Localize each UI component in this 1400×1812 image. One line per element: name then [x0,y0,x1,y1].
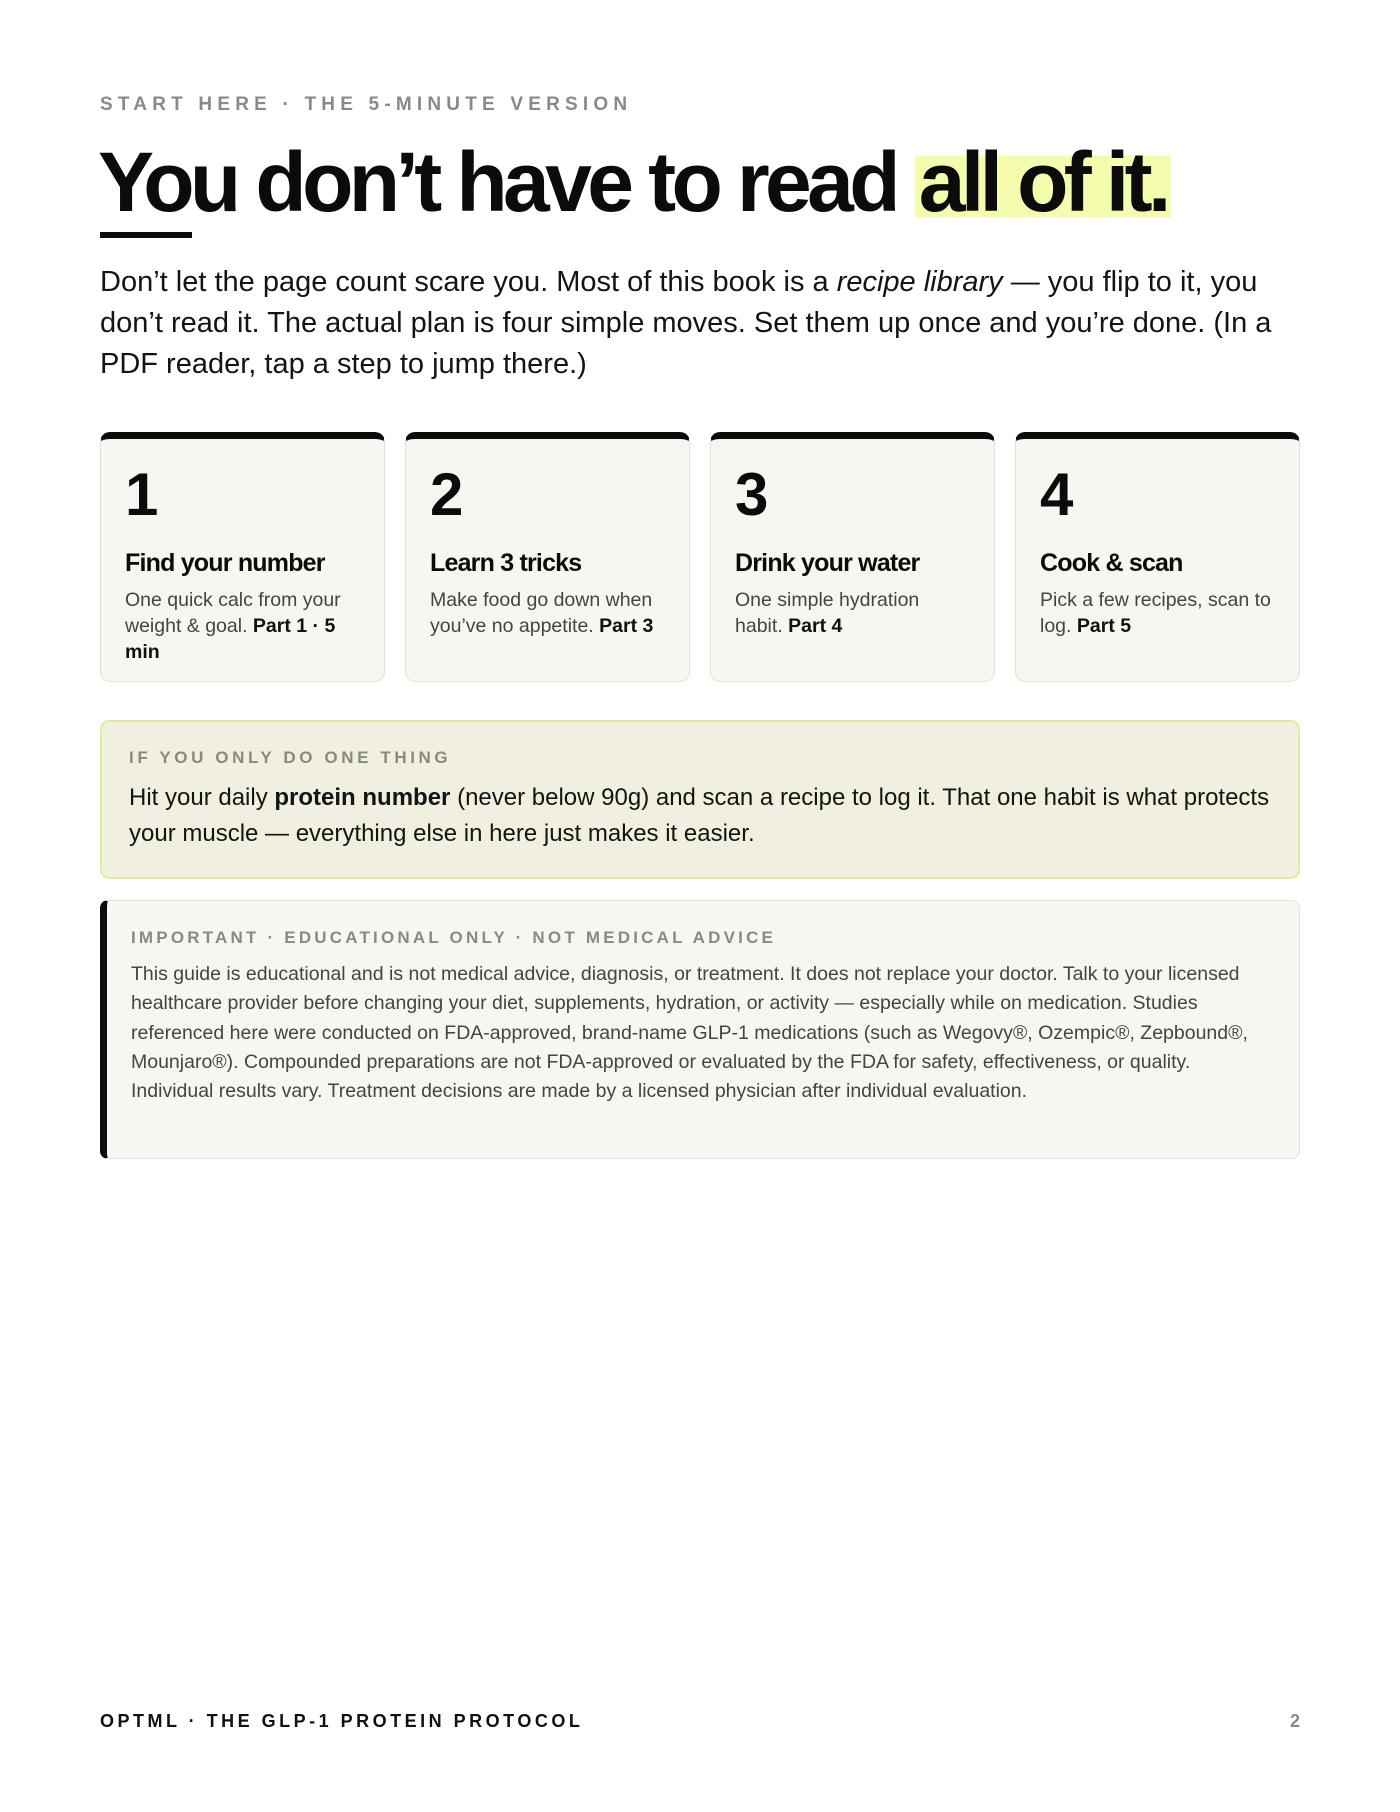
step-title: Learn 3 tricks [430,549,582,577]
step-desc-text: Pick a few recipes, scan to log. [1040,589,1271,637]
one-thing-callout [100,720,1300,879]
intro-paragraph [100,262,1320,385]
callout-bold: protein number [274,784,451,811]
step-title: Drink your water [735,549,920,577]
step-number: 2 [430,461,463,528]
step-number: 4 [1040,461,1073,528]
intro-text-after: — you flip to it, you don’t read it. The actual plan is four simple moves. Set them up once and you’re done. (In a PDF reader, tap a step to jump there.) [100,266,1272,380]
title-highlight: all of it. [915,135,1171,229]
step-part-link[interactable]: Part 4 [788,615,843,637]
title-lead: You don’t have to read [98,135,915,229]
footer-title: OPTML · THE GLP-1 PROTEIN PROTOCOL [100,1711,584,1731]
step-part-link[interactable]: Part 3 [599,615,654,637]
notice-text: This guide is educational and is not medical advice, diagnosis, or treatment. It does not replace your doctor. Talk to your licensed healthcare provider before changing your diet, supplements, hydration, or activity — especially while on medication. Studies referenced here were conducted on FDA-approved, brand-name GLP-1 medications (such as Wegovy®, Ozempic®, Zepbound®, Mounjaro®). Compounded preparations are not FDA-approved or evaluated by the FDA for safety, effectiveness, or quality. Individual results vary. Treatment decisions are made by a licensed physician after individual evaluation. [131,963,1248,1103]
steps-row [100,432,1300,682]
step-number: 1 [125,461,158,528]
step-card-4[interactable] [1015,432,1300,682]
step-description [735,587,972,639]
step-title: Cook & scan [1040,549,1183,577]
intro-text-before: Don’t let the page count scare you. Most of this book is a [100,266,837,298]
callout-text-before: Hit your daily [129,784,275,811]
step-desc-text: One simple hydration habit. [735,589,920,637]
step-number: 3 [735,461,768,528]
step-card-1[interactable] [100,432,385,682]
step-part-link[interactable]: Part 5 [1076,615,1132,637]
step-card-2[interactable] [405,432,690,682]
disclaimer-notice [100,900,1300,1159]
step-description [1040,587,1277,639]
callout-text-after: (never below 90g) and scan a recipe to log it. That one habit is what protects your muscle — everything else in here just makes it easier. [129,784,1270,847]
step-part-link[interactable]: Part 1 · 5 min [125,615,336,663]
eyebrow-label: START HERE · THE 5-MINUTE VERSION [100,94,633,115]
callout-label: IF YOU ONLY DO ONE THING [129,748,452,767]
step-description [125,587,362,665]
step-desc-text: Make food go down when you’ve no appetite. [430,589,653,637]
callout-text [129,780,1271,852]
page-number: 2 [1289,1711,1300,1731]
step-title: Find your number [125,549,325,577]
notice-label: IMPORTANT · EDUCATIONAL ONLY · NOT MEDICAL ADVICE [131,928,777,947]
title-underline-rule [100,232,192,238]
intro-emphasis: recipe library [836,266,1003,298]
step-description [430,587,667,639]
step-card-3[interactable] [710,432,995,682]
step-desc-text: One quick calc from your weight & goal. [125,589,341,637]
page-title [98,132,1171,232]
